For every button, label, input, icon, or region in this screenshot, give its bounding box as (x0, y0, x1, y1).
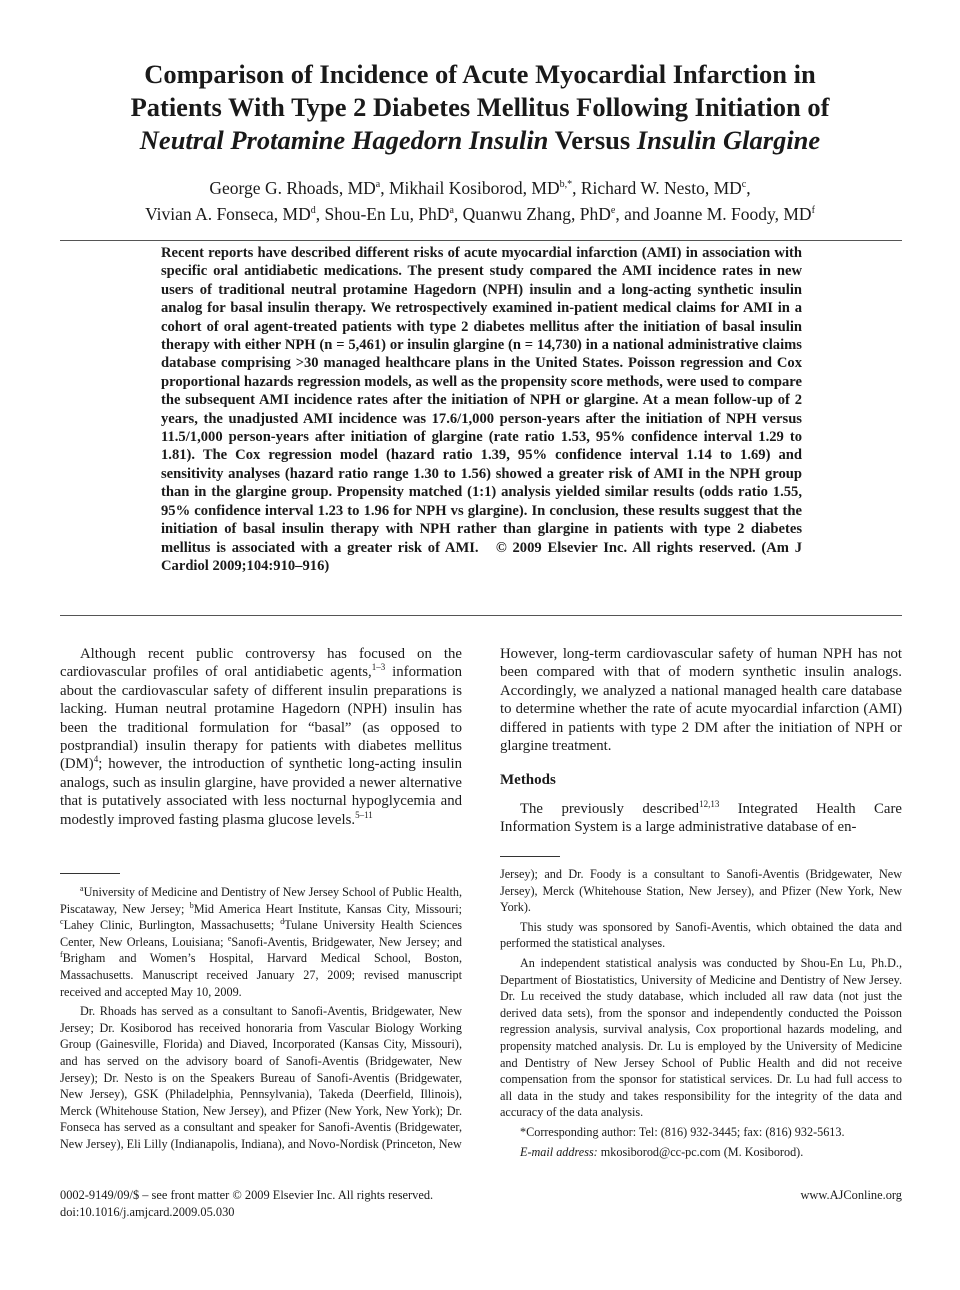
abstract-top-rule (60, 240, 902, 241)
email-label: E-mail address: (520, 1144, 598, 1159)
author-separator: , (572, 178, 581, 198)
author-name: Quanwu Zhang, PhD (462, 204, 611, 224)
footnote-rule-right (500, 856, 560, 857)
body-text: information about the cardiovascular safety of different insulin preparations is lacking. Human neutral protamine Hagedorn (NPH) insulin has been the traditional formulation for “basal” (as opposed to postprandial) insulin therapy for patients with diabetes mellitus (DM) (60, 664, 462, 773)
author-list (60, 175, 900, 227)
citation-ref[interactable]: 1–3 (371, 662, 386, 673)
author-line-2 (60, 201, 900, 227)
affiliation-text: Sanofi-Aventis, Bridgewater, New Jersey; and (231, 934, 462, 949)
body-text: Integrated Health Care Information System is a large administrative database of en- (500, 801, 902, 836)
author-line-1 (60, 175, 900, 201)
author-affiliation: f (811, 205, 815, 216)
email-footnote (500, 1144, 902, 1161)
corresponding-author: *Corresponding author: Tel: (816) 932-3445; fax: (816) 932-5613. (520, 1124, 845, 1139)
journal-website[interactable]: www.AJConline.org (800, 1188, 902, 1202)
abstract: Recent reports have described different risks of acute myocardial infarction (AMI) in association with specific oral antidiabetic medications. The present study compared the AMI incidence rates in new users of traditional neutral protamine Hagedorn (NPH) insulin and a long-acting synthetic insulin analog for basal insulin therapy. We retrospectively examined in-patient medical claims for AMI in a cohort of oral agent-treated patients with type 2 diabetes mellitus after the initiation of basal insulin therapy with either NPH (n = 5,461) or insulin glargine (n = 14,730) in a national administrative claims database comprising >30 managed healthcare plans in the United States. Poisson regression and Cox proportional hazards regression models, as well as the propensity score methods, were used to compare the subsequent AMI incidence rates after the initiation of NPH or glargine. At a mean follow-up of 2 years, the unadjusted AMI incidence was 17.6/1,000 person-years after the initiation of NPH versus 11.5/1,000 person-years after initiation of glargine (rate ratio 1.53, 95% confidence interval 1.29 to 1.81). The Cox regression model (hazard ratio 1.39, 95% confidence interval 1.14 to 1.69) and sensitivity analyses (hazard ratio range 1.30 to 1.56) showed a greater risk of AMI in the NPH group than in the glargine group. Propensity matched (1:1) analysis yielded similar results (odds ratio 1.55, 95% confidence interval 1.23 to 1.96 for NPH vs glargine). In conclusion, these results suggest that the initiation of basal insulin therapy with NPH rather than glargine in patients with type 2 diabetes mellitus is associated with a greater risk of AMI. © 2009 Elsevier Inc. All rights reserved. (Am J Cardiol 2009;104:910–916) (161, 245, 802, 574)
email-tail: (M. Kosiborod). (720, 1144, 804, 1159)
citation-ref[interactable]: 4 (93, 754, 99, 765)
author-affiliation: a (449, 205, 454, 216)
affiliation-text: Brigham and Women’s Hospital, Harvard Medical School, Boston, Massachusetts. Manuscript received January 27, 2009; revised manuscript received and accepted May 10, 2009. (60, 951, 462, 999)
author-separator: , (453, 204, 463, 224)
author-name: Vivian A. Fonseca, MD (145, 204, 311, 224)
intro-paragraph (60, 645, 462, 829)
footer-left (60, 1187, 433, 1221)
footnotes-right (500, 866, 902, 1163)
author-affiliation: e (610, 205, 616, 216)
affiliations-footnote (60, 884, 462, 1000)
methods-heading: Methods (500, 772, 556, 788)
affiliation-mark: c (60, 917, 64, 927)
footnote-rule-left (60, 873, 120, 874)
sponsor-footnote: This study was sponsored by Sanofi-Aventis, which obtained the data and performed the statistical analyses. (500, 919, 902, 951)
author-affiliation: b,* (559, 179, 573, 190)
affiliation-mark: f (60, 950, 63, 960)
author-name: Richard W. Nesto, MD (580, 178, 742, 198)
author-affiliation: a (375, 179, 381, 190)
author-separator: , (380, 178, 389, 198)
author-affiliation: d (310, 205, 316, 216)
author-separator: , (746, 178, 751, 198)
affiliation-mark: a (80, 884, 84, 893)
body-text: Although recent public controversy has focused on the cardiovascular profiles of oral antidiabetic agents, (60, 646, 462, 681)
author-name: Joanne M. Foody, MD (653, 204, 812, 224)
disclosures-footnote: Dr. Rhoads has served as a consultant to Sanofi-Aventis, Bridgewater, New Jersey; Dr. Kosiborod has received honoraria from Vascular Biology Working Group (Gainesville, Florida) and Diaved, Incorporated (Kansas City, Missouri), and has served on the advisory board of Sanofi-Aventis (Bridgewater, New Jersey); Dr. Nesto is on the Speakers Bureau of Sanofi-Aventis (Bridgewater, New Jersey), GSK (Philadelphia, Pennsylvania), Takeda (Deerfield, Illinois), Merck (Whitehouse Station, New Jersey), and Pfizer (New York, New York); Dr. Fonseca has served as a consultant and speaker for Sanofi-Aventis (Bridgewater, New Jersey), Eli Lilly (Indianapolis, Indiana), and Novo-Nordisk (Princeton, New (60, 1004, 462, 1151)
doi-line[interactable]: doi:10.1016/j.amjcard.2009.05.030 (60, 1205, 235, 1219)
independent-analysis-footnote: An independent statistical analysis was conducted by Shou-En Lu, Ph.D., Department of Biostatistics, University of Medicine and Dentistry of New Jersey. Dr. Lu received the study database, which included all raw data (not just the derived data sets), from the sponsor and independently conducted the Poisson regression analysis, survival analysis, Cox proportional hazards modeling, and propensity matched analysis. Dr. Lu is employed by the University of Medicine and Dentistry of New Jersey School of Public Health and did not receive compensation from the sponsor for statistical services. Dr. Lu had full access to all data in the study and takes responsibility for the integrity of the data and accuracy of the data analysis. (500, 955, 902, 1120)
affiliation-mark: d (280, 917, 285, 927)
email-link[interactable]: mkosiborod@cc-pc.com (600, 1144, 721, 1159)
affiliation-text: University of Medicine and Dentistry of New Jersey School of Public Health, Piscataway, New Jersey; (60, 885, 462, 916)
methods-paragraph (500, 800, 902, 837)
affiliation-text: Lahey Clinic, Burlington, Massachusetts; (63, 918, 281, 933)
author-name: Shou-En Lu, PhD (324, 204, 450, 224)
affiliation-text: Mid America Heart Institute, Kansas City, Missouri; (193, 901, 463, 916)
disclosures-continued: Jersey); and Dr. Foody is a consultant to Sanofi-Aventis (Bridgewater, New Jersey), Merck (Whitehouse Station, New Jersey), and Pfizer (New York, New York). (500, 867, 902, 915)
affiliation-text: Tulane University Health Sciences Center, New Orleans, Louisiana; (60, 918, 462, 949)
affiliation-mark: e (227, 933, 232, 943)
issn-line: 0002-9149/09/$ – see front matter © 2009 Elsevier Inc. All rights reserved. (60, 1188, 434, 1202)
affiliation-mark: b (189, 900, 194, 910)
intro-continued-paragraph: However, long-term cardiovascular safety of human NPH has not been compared with that of modern synthetic insulin analogs. Accordingly, we analyzed a national managed health care database to determine whether the rate of acute myocardial infarction (AMI) differed in patients with type 2 DM after the initiation of NPH or glargine treatment. (500, 646, 902, 755)
author-separator: , (315, 204, 325, 224)
title-glargine: Insulin Glargine (636, 125, 821, 155)
author-separator: , and (615, 204, 654, 224)
title-versus: Versus (548, 125, 637, 155)
title-line-1: Comparison of Incidence of Acute Myocardial Infarction in (144, 59, 816, 89)
title-line-2: Patients With Type 2 Diabetes Mellitus Following Initiation of (130, 92, 830, 122)
body-text: The previously described (520, 801, 700, 817)
citation-ref[interactable]: 5–11 (355, 809, 373, 820)
body-text: ; however, the introduction of synthetic long-acting insulin analogs, such as insulin glargine, have provided a newer alternative that is putatively associated with less nocturnal hypoglycemia and modestly improved fasting plasma glucose levels. (60, 756, 462, 828)
citation-ref[interactable]: 12,13 (699, 799, 720, 809)
author-name: George G. Rhoads, MD (209, 178, 376, 198)
author-affiliation: c (741, 179, 747, 190)
title-nph: Neutral Protamine Hagedorn Insulin (139, 125, 549, 155)
abstract-bottom-rule (60, 615, 902, 616)
title-line-3 (60, 124, 900, 157)
author-name: Mikhail Kosiborod, MD (389, 178, 560, 198)
footnotes-left (60, 884, 462, 1156)
article-title (60, 58, 900, 157)
